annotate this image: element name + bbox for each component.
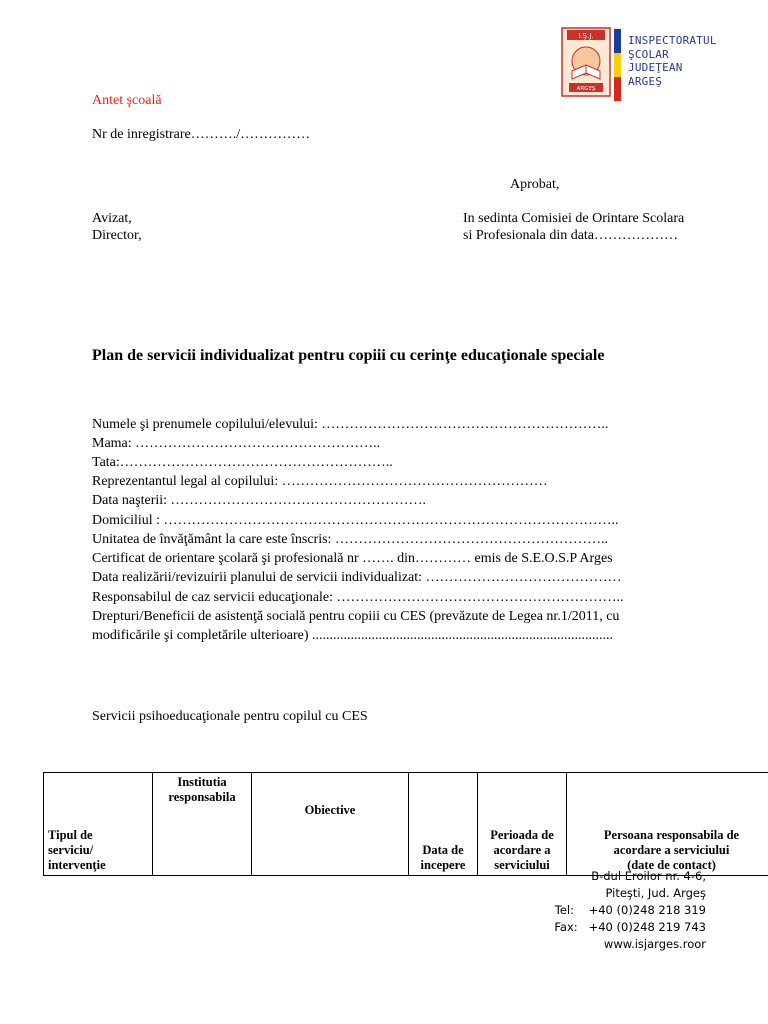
header-cell-institution <box>153 773 252 876</box>
header-text: Data de <box>422 843 464 857</box>
svg-text:I.Ş.J.: I.Ş.J. <box>578 32 594 40</box>
header-text: acordare a serviciului <box>613 843 730 857</box>
header-cell-start-date <box>409 773 478 876</box>
endorsed-label: Avizat, <box>92 211 132 226</box>
footer-address-2: Piteşti, Jud. Argeş <box>605 886 706 900</box>
antet-scoala: Antet şcoală <box>92 93 162 108</box>
commission-line-2: si Profesionala din data……………… <box>463 228 679 243</box>
tel-label: Tel: <box>554 903 574 917</box>
institution-line: INSPECTORATUL <box>628 34 717 47</box>
header-text: serviciului <box>494 858 550 872</box>
header-text: Institutia <box>177 775 227 789</box>
field-case-manager: Responsabilul de caz servicii educaţionale: …………………………………………………….. <box>92 590 624 605</box>
field-social-rights-line-2: modificările şi completările ulterioare) ...................................................................................... <box>92 628 614 643</box>
field-social-rights-line-1: Drepturi/Beneficii de asistenţă socială pentru copiii cu CES (prevăzute de Legea nr.1/2011, cu <box>92 609 620 624</box>
header-text: Perioada de <box>490 828 554 842</box>
director-label: Director, <box>92 228 142 243</box>
field-birth-date: Data naşterii: ………………………………………………. <box>92 493 427 508</box>
field-plan-date: Data realizării/revizuirii planului de servicii individualizat: …………………………………… <box>92 570 622 585</box>
tel-number: +40 (0)248 218 319 <box>588 903 706 917</box>
isj-logo <box>561 27 611 97</box>
field-child-name: Numele şi prenumele copilului/elevului: …………………………………………………….. <box>92 417 609 432</box>
header-text: Tipul de <box>48 828 93 842</box>
registration-number: Nr de inregistrare………./…………… <box>92 127 311 142</box>
header-cell-period <box>478 773 567 876</box>
logo-banner-text: ARGEŞ <box>576 86 596 92</box>
footer-fax <box>470 919 706 936</box>
institution-name <box>628 34 717 88</box>
institution-line: ARGEŞ <box>628 74 663 88</box>
approved-label: Aprobat, <box>510 177 560 192</box>
header-text: Obiective <box>304 803 356 817</box>
header-text: responsabila <box>168 790 236 804</box>
header-text: Persoana responsabila de <box>603 828 740 842</box>
fax-number: +40 (0)248 219 743 <box>588 920 706 934</box>
commission-line-1: In sedinta Comisiei de Orintare Scolara <box>463 211 685 226</box>
header-text: acordare a <box>493 843 551 857</box>
page-title: Plan de servicii individualizat pentru copiii cu cerinţe educaţionale speciale <box>92 347 605 364</box>
fax-label: Fax: <box>554 920 578 934</box>
table-header-row <box>44 773 768 876</box>
field-orientation-certificate: Certificat de orientare şcolară şi profesională nr ……. din………… emis de S.E.O.S.P Arges <box>92 551 613 566</box>
field-father: Tata:………………………………………………….. <box>92 455 393 470</box>
romanian-flag-icon <box>614 29 621 101</box>
services-heading: Servicii psihoeducaţionale pentru copilul cu CES <box>92 709 368 724</box>
footer-address-1: B-dul Eroilor nr. 4-6, <box>591 869 706 883</box>
header-text: serviciu/ <box>48 843 94 857</box>
field-legal-representative: Reprezentantul legal al copilului: ………………………………………………… <box>92 474 548 489</box>
field-mother: Mama: …………………………………………….. <box>92 436 381 451</box>
header-text: incepere <box>420 858 466 872</box>
field-domicile: Domiciliul : …………………………………………………………………………………….. <box>92 513 619 528</box>
footer-contact <box>470 868 706 953</box>
header-cell-service-type <box>44 773 153 876</box>
header-cell-responsible-person <box>567 773 768 876</box>
institution-line: JUDEŢEAN <box>628 61 683 74</box>
footer-tel <box>470 902 706 919</box>
header-text: (date de contact) <box>627 858 716 872</box>
header-text: intervenţie <box>48 858 106 872</box>
header-cell-objectives <box>252 773 409 876</box>
footer-website: www.isjarges.roor <box>603 937 706 951</box>
services-table <box>43 772 768 876</box>
field-school-unit: Unitatea de învăţământ la care este înscris: ………………………………………………….. <box>92 532 608 547</box>
institution-line: ŞCOLAR <box>628 47 669 61</box>
